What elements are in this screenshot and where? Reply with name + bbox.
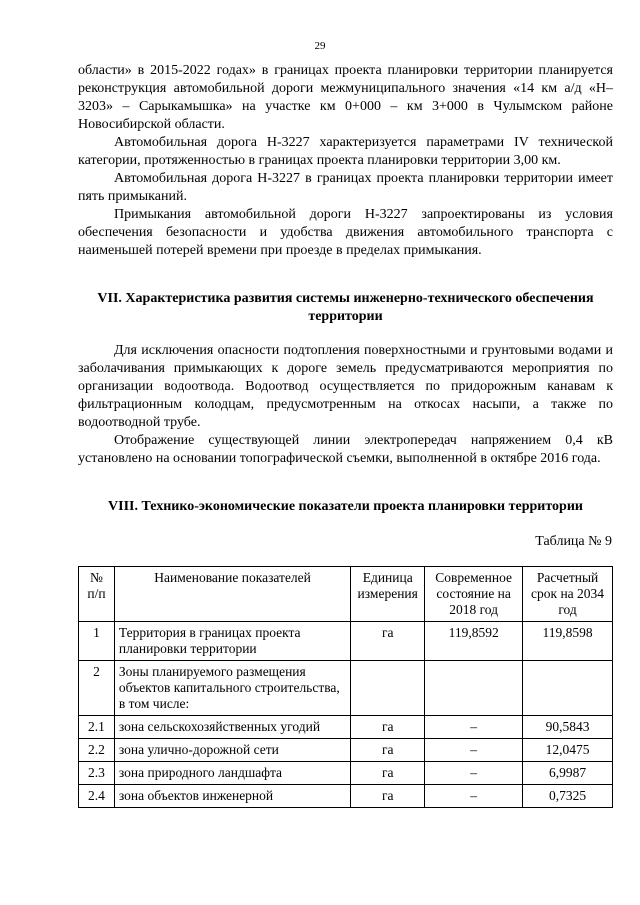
- row-current: –: [425, 716, 523, 739]
- row-name: зона объектов инженерной: [114, 785, 350, 808]
- row-current: 119,8592: [425, 622, 523, 661]
- row-target: 0,7325: [523, 785, 613, 808]
- row-name: Территория в границах проекта планировки территории: [114, 622, 350, 661]
- intro-section: [78, 62, 613, 260]
- row-current: –: [425, 739, 523, 762]
- row-target: 119,8598: [523, 622, 613, 661]
- indicators-table: [78, 566, 613, 808]
- header-name: Наименование показателей: [114, 567, 350, 622]
- table-header-row: [79, 567, 613, 622]
- row-target: 90,5843: [523, 716, 613, 739]
- row-unit: га: [351, 622, 425, 661]
- row-num: 2.3: [79, 762, 115, 785]
- section-8: [78, 498, 613, 516]
- row-target: 12,0475: [523, 739, 613, 762]
- row-name: Зоны планируемого размещения объектов капитального строительства, в том числе:: [114, 661, 350, 716]
- section-8-heading: VIII. Технико-экономические показатели проекта планировки территории: [108, 499, 583, 514]
- row-num: 2.4: [79, 785, 115, 808]
- table-row: [79, 716, 613, 739]
- row-name: зона сельскохозяйственных угодий: [114, 716, 350, 739]
- row-num: 2.2: [79, 739, 115, 762]
- table-row: [79, 661, 613, 716]
- section-7-paragraph-2: Отображение существующей линии электропередач напряжением 0,4 кВ установлено на основании топографической съемки, выполненной в октябре 2016 года.: [78, 433, 613, 466]
- row-unit: га: [351, 762, 425, 785]
- section-7: [78, 290, 613, 326]
- table-row: [79, 622, 613, 661]
- header-target: Расчетный срок на 2034 год: [523, 567, 613, 622]
- row-name: зона улично-дорожной сети: [114, 739, 350, 762]
- intro-paragraph-2: Автомобильная дорога Н-3227 характеризуется параметрами IV технической категории, протяженностью в границах проекта планировки территории 3,00 км.: [78, 135, 613, 168]
- row-current: [425, 661, 523, 716]
- section-7-heading: VII. Характеристика развития системы инженерно-технического обеспечения территории: [97, 291, 594, 324]
- row-target: [523, 661, 613, 716]
- intro-paragraph-3: Автомобильная дорога Н-3227 в границах проекта планировки территории имеет пять примыканий.: [78, 171, 613, 204]
- row-unit: га: [351, 739, 425, 762]
- row-num: 2: [79, 661, 115, 716]
- table-row: [79, 762, 613, 785]
- section-7-paragraph-1: Для исключения опасности подтопления поверхностными и грунтовыми водами и заболачивания примыкающих к дороге земель предусматриваются мероприятия по организации водоотвода. Водоотвод осуществляется по придорожным канавам к фильтрационным колодцам, предусмотренным на откосах насыпи, а также по водоотводной трубе.: [78, 343, 613, 430]
- row-target: 6,9987: [523, 762, 613, 785]
- intro-paragraph-1: области» в 2015-2022 годах» в границах проекта планировки территории планируется реконструкция автомобильной дороги межмуниципального значения «14 км а/д «Н–3203» – Сарыкамышка» на участке км 0+000 – км 3+000 в Чулымском районе Новосибирской области.: [78, 63, 613, 132]
- row-current: –: [425, 762, 523, 785]
- table-row: [79, 739, 613, 762]
- table-row: [79, 785, 613, 808]
- table-caption: Таблица № 9: [535, 534, 612, 549]
- intro-paragraph-4: Примыкания автомобильной дороги Н-3227 запроектированы из условия обеспечения безопасности и удобства движения автомобильного транспорта с наименьшей потерей времени при проезде в пределах примыкания.: [78, 207, 613, 258]
- section-7-body: [78, 342, 613, 468]
- header-unit: Единица измерения: [351, 567, 425, 622]
- header-num: № п/п: [79, 567, 115, 622]
- row-num: 1: [79, 622, 115, 661]
- row-current: –: [425, 785, 523, 808]
- page-number: 29: [314, 40, 326, 52]
- header-current: Современное состояние на 2018 год: [425, 567, 523, 622]
- row-name: зона природного ландшафта: [114, 762, 350, 785]
- row-num: 2.1: [79, 716, 115, 739]
- row-unit: га: [351, 785, 425, 808]
- row-unit: [351, 661, 425, 716]
- row-unit: га: [351, 716, 425, 739]
